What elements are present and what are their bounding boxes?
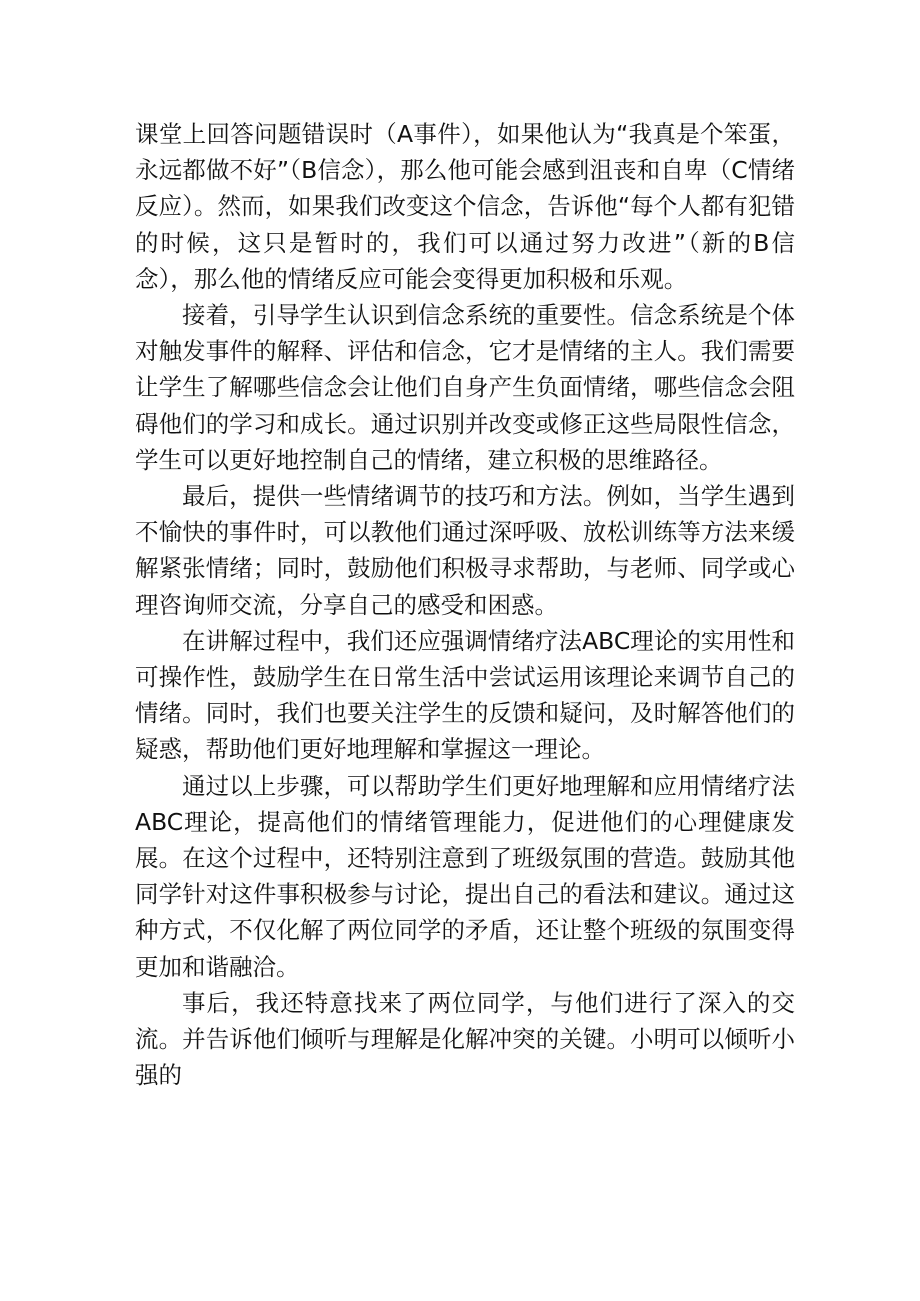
paragraph-belief-system: 接着，引导学生认识到信念系统的重要性。信念系统是个体对触发事件的解释、评估和信念，它才是情绪的主人。我们需要让学生了解哪些信念会让他们自身产生负面情绪，哪些信念会阻碍他们的学习和成长。通过识别并改变或修正这些局限性信念，学生可以更好地控制自己的情绪，建立积极的思维路径。: [135, 301, 795, 474]
paragraph-regulation-skills: 最后，提供一些情绪调节的技巧和方法。例如，当学生遇到不愉快的事件时，可以教他们通过深呼吸、放松训练等方法来缓解紧张情绪；同时，鼓励他们积极寻求帮助，与老师、同学或心理咨询师交流，分享自己的感受和困惑。: [135, 482, 795, 619]
body-text: [135, 116, 795, 1093]
paragraph-practicality: 在讲解过程中，我们还应强调情绪疗法ABC理论的实用性和可操作性，鼓励学生在日常生活中尝试运用该理论来调节自己的情绪。同时，我们也要关注学生的反馈和疑问，及时解答他们的疑惑，帮助他们更好地理解和掌握这一理论。: [135, 626, 795, 764]
paragraph-class-atmosphere: 通过以上步骤，可以帮助学生们更好地理解和应用情绪疗法ABC理论，提高他们的情绪管理能力，促进他们的心理健康发展。在这个过程中，还特别注意到了班级氛围的营造。鼓励其他同学针对这件事积极参与讨论，提出自己的看法和建议。通过这种方式，不仅化解了两位同学的矛盾，还让整个班级的氛围变得更加和谐融洽。: [135, 771, 795, 981]
paragraph-continuation: 课堂上回答问题错误时（A事件），如果他认为“我真是个笨蛋，永远都做不好”（B信念），那么他可能会感到沮丧和自卑（C情绪反应）。然而，如果我们改变这个信念，告诉他“每个人都有犯错的时候，这只是暂时的，我们可以通过努力改进”（新的B信念），那么他的情绪反应可能会变得更加积极和乐观。: [135, 120, 795, 293]
paragraph-follow-up: 事后，我还特意找来了两位同学，与他们进行了深入的交流。并告诉他们倾听与理解是化解冲突的关键。小明可以倾听小强的: [135, 988, 795, 1090]
